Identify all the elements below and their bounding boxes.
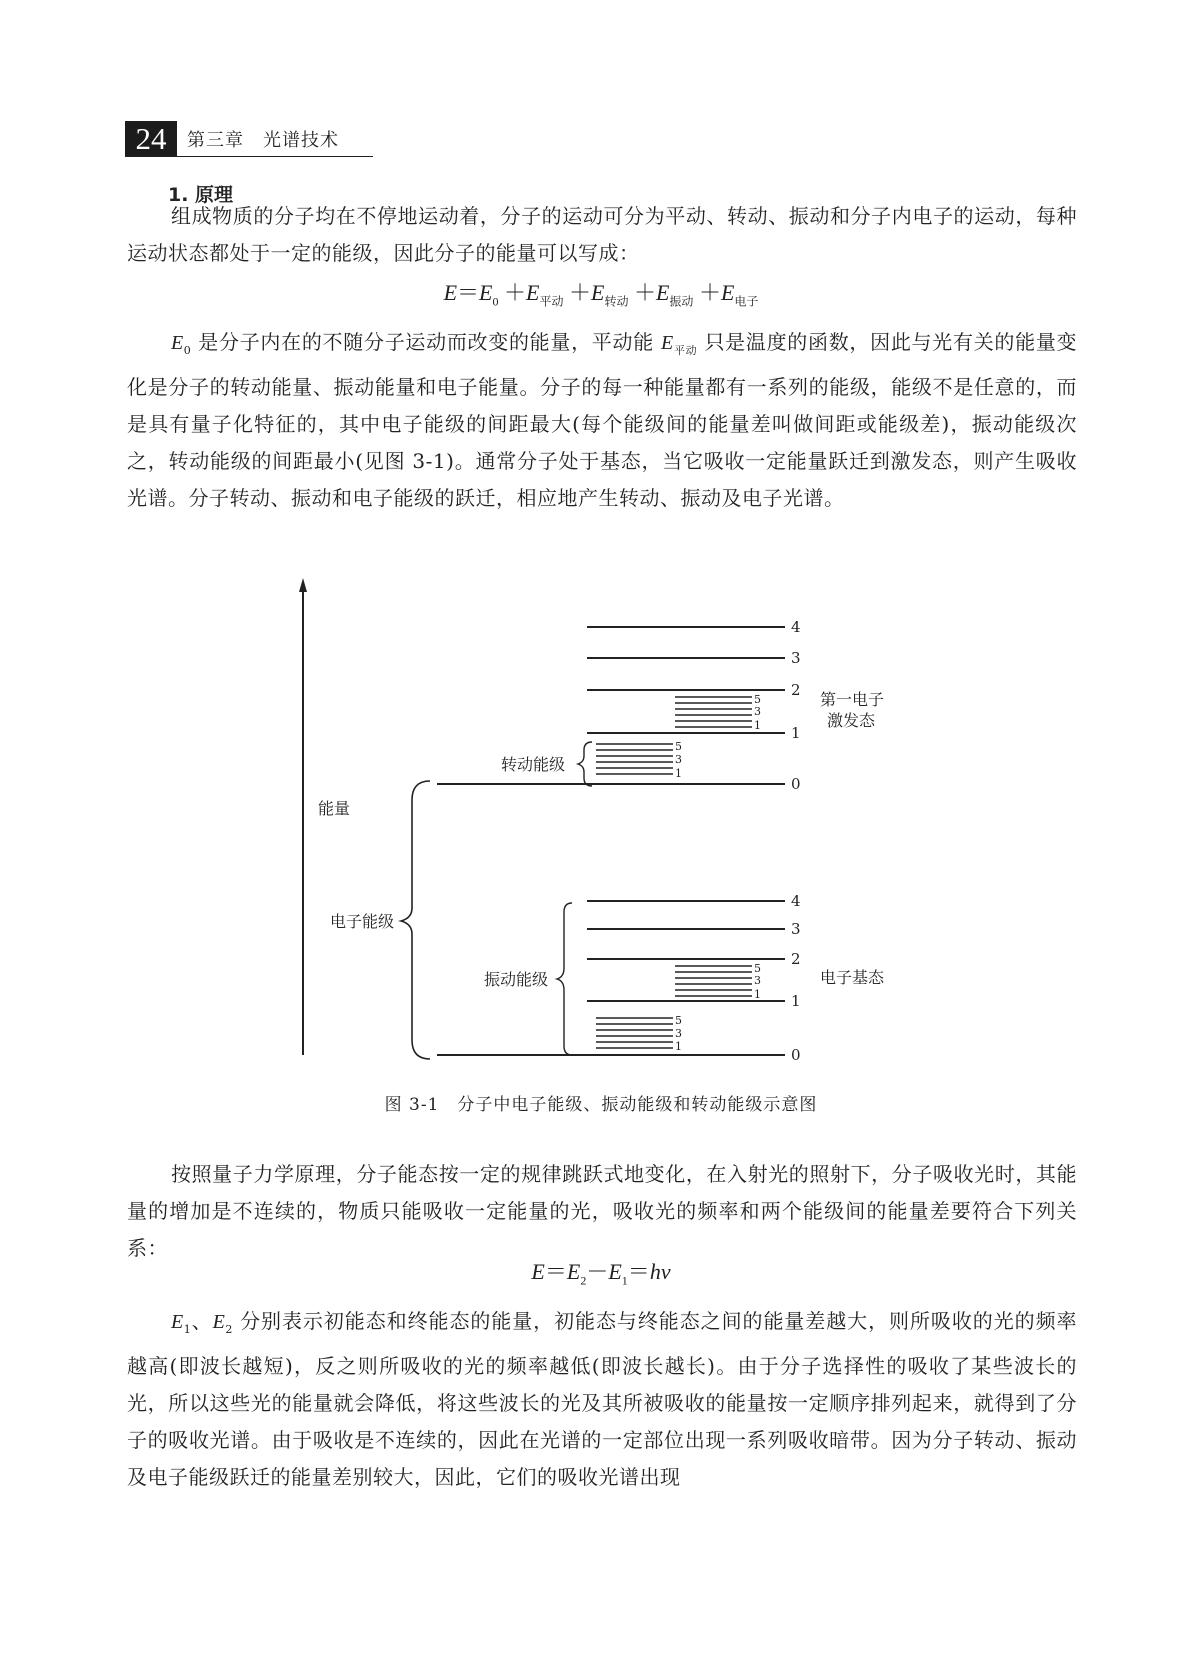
transition-formula: $E=E_2-E_1=h\nu$ (531, 1259, 671, 1288)
lower-vib-rot-3: 3 (754, 974, 761, 987)
upper-level-0: 0 (791, 775, 801, 793)
lower-level-4: 4 (791, 892, 801, 910)
electron-level-label: 电子能级 (330, 912, 395, 931)
rot-1: 1 (675, 767, 682, 780)
ground-rot-5: 5 (675, 1014, 682, 1027)
upper-level-3: 3 (791, 649, 801, 667)
upper-vib-rot-3: 3 (754, 705, 761, 718)
rotational-level-label: 转动能级 (501, 755, 566, 774)
rot-5: 5 (675, 740, 682, 753)
paragraph-2: $E_0$ 是分子内在的不随分子运动而改变的能量，平动能 $E_{平动}$ 只是温度的函数，因此与光有关的能量变化是分子的转动能量、振动能量和电子能量。分子的每一种能量都有一系列的能级，能级不是任意的，而是具有量子化特征的，其中电子能级的间距最大(每个能级间的能量差叫做间距或能级差)，振动能级次之，转动能级的间距最小(见图 3-1)。通常分子处于基态，当它吸收一定能量跃迁到激发态，则产生吸收光谱。分子转动、振动和电子能级的跃迁，相应地产生转动、振动及电子光谱。 (127, 330, 1078, 510)
paragraph-3: 按照量子力学原理，分子能态按一定的规律跳跃式地变化，在入射光的照射下，分子吸收光时，其能量的增加是不连续的，物质只能吸收一定能量的光，吸收光的频率和两个能级间的能量差要符合下列关系： (127, 1162, 1077, 1260)
lower-vib-rot-5: 5 (754, 962, 761, 975)
upper-vib-rot-5: 5 (754, 693, 761, 706)
chapter-title: 第三章 光谱技术 (187, 130, 339, 151)
energy-formula: $E=E_0 +E_{平动} +E_{转动} +E_{振动} +E_{电子}$ (443, 280, 759, 309)
section-title: 1. 原理 (168, 184, 234, 206)
lower-level-3: 3 (791, 920, 801, 938)
paragraph-4: $E_1$、$E_2$ 分别表示初能态和终能态的能量，初能态与终能态之间的能量差越大，则所吸收的光的频率越高(即波长越短)，反之则所吸收的光的频率越低(即波长越长)。由于分子选择性的吸收了某些波长的光，所以这些光的能量就会降低，将这些波长的光及其所被吸收的能量按一定顺序排列起来，就得到了分子的吸收光谱。由于吸收是不连续的，因此在光谱的一定部位出现一系列吸收暗带。因为分子转动、振动及电子能级跃迁的能量差别较大，因此，它们的吸收光谱出现 (127, 1309, 1078, 1489)
excited-state-label-line2: 激发态 (827, 711, 876, 730)
upper-level-2: 2 (791, 681, 801, 699)
figure-caption: 图 3-1 分子中电子能级、振动能级和转动能级示意图 (384, 1095, 818, 1115)
upper-level-1: 1 (791, 724, 801, 742)
vibrational-level-label: 振动能级 (484, 970, 549, 989)
rot-3: 3 (675, 753, 682, 766)
lower-level-0: 0 (791, 1046, 801, 1064)
lower-level-1: 1 (791, 992, 801, 1010)
ground-rot-1: 1 (675, 1040, 682, 1053)
ground-rot-3: 3 (675, 1027, 682, 1040)
lower-vib-rot-1: 1 (754, 988, 761, 1001)
ground-state-label: 电子基态 (820, 968, 885, 987)
excited-state-label-line1: 第一电子 (820, 690, 885, 709)
paragraph-1: 组成物质的分子均在不停地运动着，分子的运动可分为平动、转动、振动和分子内电子的运动，每种运动状态都处于一定的能级，因此分子的能量可以写成： (127, 204, 1077, 265)
page-number: 24 (125, 121, 177, 156)
energy-label: 能量 (318, 799, 351, 818)
upper-vib-rot-1: 1 (754, 719, 761, 732)
upper-level-4: 4 (791, 618, 801, 636)
lower-level-2: 2 (791, 950, 801, 968)
